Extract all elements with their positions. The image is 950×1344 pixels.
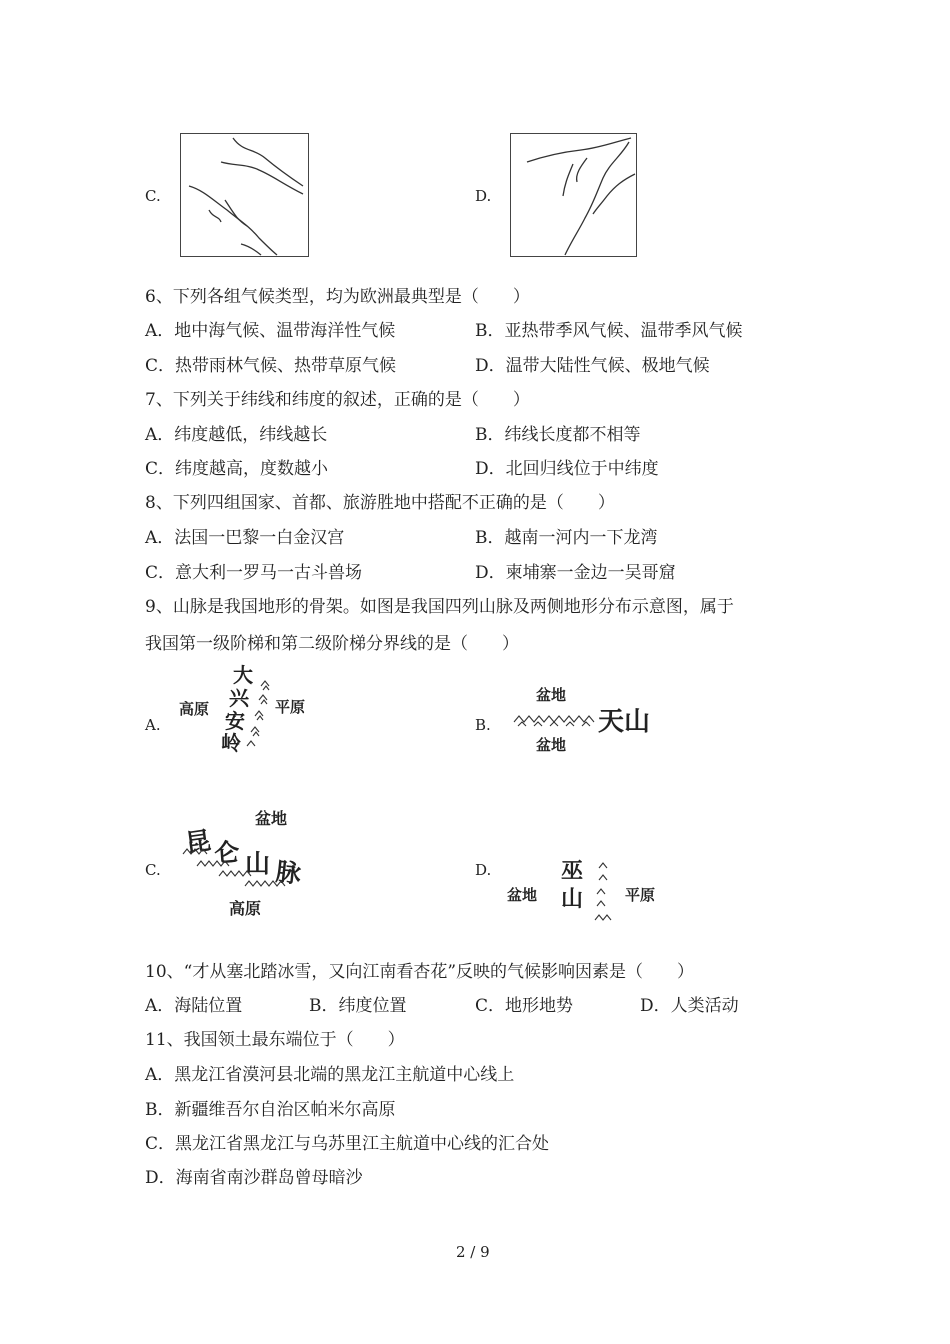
q7-option-c[interactable]: C．纬度越高，度数越小	[145, 459, 329, 479]
q8-option-c[interactable]: C．意大利一罗马一古斗兽场	[145, 563, 363, 583]
q10-option-b[interactable]: B．纬度位置	[309, 996, 407, 1016]
q9-figure-d	[505, 850, 680, 930]
q5-option-c-label: C.	[145, 187, 161, 205]
q9-option-c-label[interactable]: C.	[145, 861, 161, 879]
fig-d-right-label: 平原	[625, 886, 656, 904]
q5-option-d-label: D.	[475, 187, 492, 205]
fig-a-mountain-char-1: 大	[233, 663, 253, 687]
q7-option-a[interactable]: A．纬度越低，纬线越长	[145, 425, 328, 445]
q9-option-b-label[interactable]: B.	[475, 716, 491, 734]
q11-option-b[interactable]: B．新疆维吾尔自治区帕米尔高原	[145, 1100, 396, 1120]
fig-b-mountain-symbols	[514, 716, 594, 726]
q10-option-a[interactable]: A．海陆位置	[145, 996, 243, 1016]
q10-option-c[interactable]: C．地形地势	[475, 996, 574, 1016]
fig-c-mountain-char-1: 昆	[183, 825, 213, 858]
page-number: 2 / 9	[456, 1243, 490, 1261]
fig-a-mountain-symbols	[247, 681, 269, 746]
q6-stem: 6、下列各组气候类型，均为欧洲最典型是（ ）	[145, 287, 530, 307]
q10-stem: 10、“才从塞北踏冰雪，又向江南看杏花”反映的气候影响因素是（ ）	[145, 962, 695, 982]
fig-d-mountain-char-2: 山	[561, 887, 584, 912]
q9-figure-a	[175, 660, 315, 755]
q6-option-b[interactable]: B．亚热带季风气候、温带季风气候	[475, 321, 743, 341]
q6-option-c[interactable]: C．热带雨林气候、热带草原气候	[145, 356, 397, 376]
q6-option-a[interactable]: A．地中海气候、温带海洋性气候	[145, 321, 396, 341]
fig-a-mountain-char-3: 安	[225, 709, 245, 733]
fig-d-mountain-symbols	[595, 863, 611, 920]
q7-option-d[interactable]: D．北回归线位于中纬度	[475, 459, 659, 479]
q8-option-b[interactable]: B．越南一河内一下龙湾	[475, 528, 658, 548]
fig-b-bottom-label: 盆地	[536, 736, 567, 754]
q9-option-d-label[interactable]: D.	[475, 861, 492, 879]
fig-c-mountain-char-3: 山	[245, 849, 271, 878]
fig-c-bottom-label: 高原	[229, 899, 262, 918]
fig-d-mountain-char-1: 巫	[561, 859, 584, 884]
q9-option-a-label[interactable]: A.	[145, 716, 161, 734]
fig-a-left-label: 高原	[179, 700, 210, 718]
river-map-c	[181, 134, 308, 256]
fig-a-mountain-char-2: 兴	[229, 686, 249, 710]
fig-b-mountain-label: 天山	[598, 707, 651, 737]
q11-option-c[interactable]: C．黑龙江省黑龙江与乌苏里江主航道中心线的汇合处	[145, 1134, 550, 1154]
q7-stem: 7、下列关于纬线和纬度的叙述，正确的是（ ）	[145, 390, 530, 410]
fig-c-top-label: 盆地	[255, 809, 288, 828]
fig-b-top-label: 盆地	[536, 686, 567, 704]
q9-stem-line1: 9、山脉是我国地形的骨架。如图是我国四列山脉及两侧地形分布示意图，属于	[145, 597, 734, 617]
fig-c-mountain-char-4: 脉	[274, 857, 303, 889]
q8-option-d[interactable]: D．柬埔寨一金边一吴哥窟	[475, 563, 676, 583]
q9-figure-b	[510, 678, 670, 758]
q9-figure-c	[175, 800, 315, 925]
q7-option-b[interactable]: B．纬线长度都不相等	[475, 425, 641, 445]
fig-a-right-label: 平原	[275, 698, 306, 716]
fig-d-left-label: 盆地	[507, 886, 538, 904]
fig-c-mountain-char-2: 仑	[213, 837, 241, 868]
q8-stem: 8、下列四组国家、首都、旅游胜地中搭配不正确的是（ ）	[145, 493, 615, 513]
q11-stem: 11、我国领土最东端位于（ ）	[145, 1030, 405, 1050]
river-map-d	[511, 134, 636, 256]
q9-stem-line2: 我国第一级阶梯和第二级阶梯分界线的是（ ）	[145, 634, 519, 654]
q6-option-d[interactable]: D．温带大陆性气候、极地气候	[475, 356, 710, 376]
q5-map-c	[180, 133, 309, 257]
q8-option-a[interactable]: A．法国一巴黎一白金汉宫	[145, 528, 345, 548]
q11-option-a[interactable]: A．黑龙江省漠河县北端的黑龙江主航道中心线上	[145, 1065, 515, 1085]
q10-option-d[interactable]: D．人类活动	[640, 996, 739, 1016]
fig-a-mountain-char-4: 岭	[221, 731, 241, 755]
q11-option-d[interactable]: D．海南省南沙群岛曾母暗沙	[145, 1168, 363, 1188]
q5-map-d	[510, 133, 637, 257]
